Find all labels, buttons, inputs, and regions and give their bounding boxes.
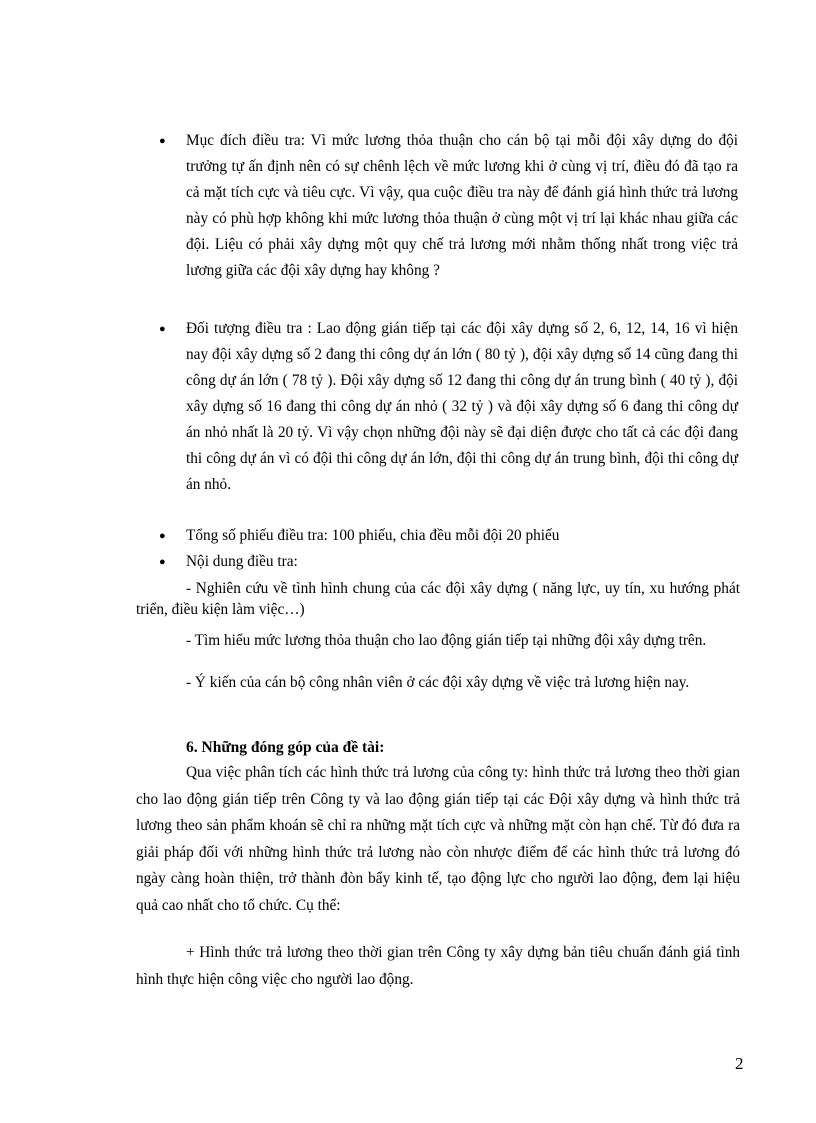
- bullet-icon: ●: [159, 556, 166, 568]
- section-heading: 6. Những đóng góp của đề tài:: [186, 739, 385, 756]
- content-item-research: - Nghiên cứu về tình hình chung của các đội xây dựng ( năng lực, uy tín, xu hướng phát triển, điều kiện làm việc…): [136, 580, 740, 618]
- body-paragraph: + Hình thức trả lương theo thời gian trên Công ty xây dựng bản tiêu chuẩn đánh giá tình hình thực hiện công việc cho người lao động.: [136, 944, 740, 988]
- content-item-salary: - Tìm hiểu mức lương thỏa thuận cho lao động gián tiếp tại những đội xây dựng trên.: [186, 632, 707, 649]
- bullet-text: Mục đích điều tra: Vì mức lương thỏa thuận cho cán bộ tại mỗi đội xây dựng do đội trưởng tự ấn định nên có sự chênh lệch về mức lương khi ở cùng vị trí, điều đó đã tạo ra cả mặt tích cực và tiêu cực. Vì vậy, qua cuộc điều tra này để đánh giá hình thức trả lương này có phù hợp không khi mức lương thỏa thuận ở cùng một vị trí lại khác nhau giữa các đội. Liệu có phải xây dựng một quy chế trả lương mới nhằm thống nhất trong việc trả lương giữa các đội xây dựng hay không ?: [186, 132, 738, 279]
- bullet-text: Đối tượng điều tra : Lao động gián tiếp tại các đội xây dựng số 2, 6, 12, 14, 16 vì hiện nay đội xây dựng số 2 đang thi công dự án lớn ( 80 tỷ ), đội xây dựng số 14 cũng đang thi công dự án lớn ( 78 tỷ ). Đội xây dựng số 12 đang thi công dự án trung bình ( 40 tỷ ), đội xây dựng số 16 đang thi công dự án nhỏ ( 32 tỷ ) và đội xây dựng số 6 đang thi công dự án nhỏ nhất là 20 tỷ. Vì vậy chọn những đội này sẽ đại diện được cho tất cả các đội đang thi công dự án vì có đội thi công dự án lớn, đội thi công dự án trung bình, đội thi công dự án nhỏ.: [186, 320, 738, 493]
- bullet-item-purpose: [159, 128, 738, 284]
- bullet-item-content: [159, 549, 738, 575]
- body-paragraph: Qua việc phân tích các hình thức trả lương của công ty: hình thức trả lương theo thời gian cho lao động gián tiếp trên Công ty và lao động gián tiếp tại các Đội xây dựng và hình thức trả lương theo sản phẩm khoán sẽ chỉ ra những mặt tích cực và những mặt còn hạn chế. Từ đó đưa ra giải pháp đối với những hình thức trả lương nào còn nhược điểm để các hình thức trả lương đó ngày càng hoàn thiện, trở thành đòn bẩy kinh tế, tạo động lực cho người lao động, đem lại hiệu quả cao nhất cho tổ chức. Cụ thể:: [136, 764, 740, 914]
- bullet-item-subjects: [159, 316, 738, 498]
- bullet-item-total: [159, 523, 738, 549]
- content-item-opinion: - Ý kiến của cán bộ công nhân viên ở các đội xây dựng về việc trả lương hiện nay.: [186, 674, 690, 691]
- page-number: 2: [735, 1054, 744, 1073]
- bullet-text: Nội dung điều tra:: [186, 553, 298, 570]
- bullet-text: Tổng số phiếu điều tra: 100 phiếu, chia đều mỗi đội 20 phiếu: [186, 527, 560, 544]
- bullet-icon: ●: [159, 323, 166, 335]
- bullet-icon: ●: [159, 530, 166, 542]
- bullet-icon: ●: [159, 135, 166, 147]
